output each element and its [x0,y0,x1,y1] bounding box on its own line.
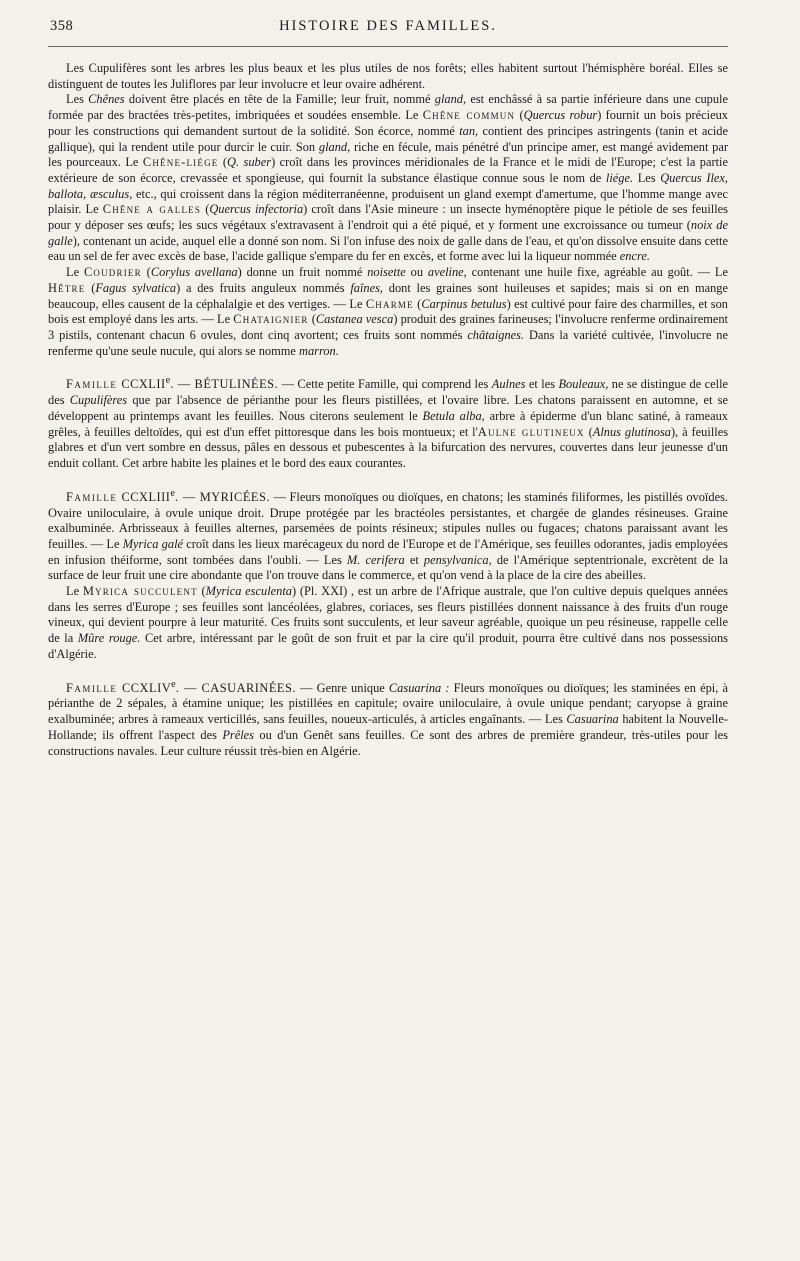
text-run: Fagus sylvatica [95,280,177,295]
text-run: — Fleurs monoïques ou dioïques, en chatons; les staminés filiformes, les pistillés ovoïdes. Ovaire uniloculaire, à ovule unique droit. Drupe protégée par les bractéoles persistantes, et chargée de glandes résineuses. Graine exalbuminée. Arbrisseaux à feuilles alternes, parsemées de points résineux; stipules nulles ou fugaces; chatons paraissant avant les feuilles. — Le [48,489,728,551]
text-run: Betula alba, [422,408,485,423]
text-run: Coudrier [83,265,142,280]
text-run: Chêne a galles [102,202,202,217]
text-run: ) a des fruits anguleux nommés [176,280,351,295]
text-run: Castanea vesca [315,312,394,327]
section-betulinees [48,373,728,471]
text-run: Alnus glutinosa [592,424,672,439]
text-run: liége. [605,170,634,185]
text-run: ) croît dans les provinces méridionales de la France et le midi de l'Europe; c'est la partie extérieure de son écorce, crevassée et spongieuse, qui fournit la substance élastique connue sous le nom de [48,155,728,185]
text-run: aveline, [427,265,467,280]
text-run: Quercus robur [523,108,598,123]
text-run: châtaignes. [467,327,525,342]
text-run: ) est cultivé pour faire des charmilles, et son bois est employé dans les arts. — Le [48,296,729,327]
text-run: Le [66,265,84,280]
text-run: Quercus infectoria [209,202,304,217]
text-run: contenant une huile fixe, agréable au goût. — Le [466,265,728,280]
text-run: ) donne un fruit nommé [237,265,368,280]
text-run: ) (Pl. XXI) , est un arbre de l'Afrique australe, que l'on cultive depuis quelques années dans les serres d'Europe ; ses feuilles sont lancéolées, glabres, coriaces, ses fleurs pistillées donnent naissance à des fruits d'un rouge vineux, qui devient pourpre à leur maturité. Ces fruits sont succulents, et leur saveur agréable, quoique un peu résineuse, rappelle celle de la [48,584,728,646]
text-run: contient des principes astringents (tanin et acide gallique), qui la rendent utile pour durcir le cuir. Son [48,123,728,154]
text-run: Chataignier [233,312,309,327]
text-run: ne se distingue de celle des [48,377,729,408]
page-number: 358 [50,18,74,34]
text-run: marron. [299,343,339,358]
text-run: etc., qui croissent dans la région méditerranéenne, produisent un gland exempt d'amertume, que l'homme mange avec plaisir. Le [48,186,728,217]
text-run: Mûre rouge. [77,631,141,646]
text-run: Corylus avellana [150,265,238,280]
text-run: Aulne glutineux [477,424,585,439]
text-run: Famille [66,377,118,392]
text-run: ( [308,312,316,327]
text-run: Fleurs monoïques ou dioïques; les staminées en épi, à périanthe de 2 sépales, à étamine unique; les pistillées en capitule; ovaire uniloculaire, à ovule unique pendant; caryopse à graine exalbuminée; arbres à rameaux verticillés, sans feuilles, noueux-articulés, à articles engaînants. — Les [48,680,728,727]
text-run: Aulnes [491,377,526,392]
text-run: dont les graines sont huileuses et sapides; mais si on en mange beaucoup, elles causent de la céphalalgie et des vertiges. — Le [48,280,728,311]
text-run: Le [66,584,83,599]
text-run: . — CASUARINÉES. [175,680,296,695]
text-run: gland, [434,92,467,107]
section-myricees [48,486,728,584]
text-run: ( [85,280,96,295]
text-run: ( [515,108,524,123]
text-run: ou [405,265,428,280]
text-run: ( [141,265,151,280]
text-run: M. cerifera [346,552,405,567]
text-run: et les [525,377,559,392]
text-run: Casuarina [566,712,619,727]
text-run: . — BÉTULINÉES. [170,377,279,392]
text-run: ) fournit un bois précieux pour les constructions qui demandent surtout de la solidité. Son écorce, nommé [48,108,729,138]
text-run: et [404,552,424,567]
text-run: doivent être placés en tête de la Famille; leur fruit, nommé [124,92,435,107]
text-run: Quercus Ilex, ballota, æsculus, [48,170,728,201]
text-run: Famille [66,489,118,504]
text-run: habitent la Nouvelle-Hollande; ils offrent l'aspect des [48,712,728,742]
text-run: Myrica esculenta [205,584,292,599]
text-run: ( [201,202,210,217]
text-run: Chêne-liége [142,155,219,170]
text-run: ), contenant un acide, auquel elle a donné son nom. Si l'on infuse des noix de galle dans de l'eau, et qu'on dissolve ensuite dans cette eau un sel de fer avec excès de base, l'acide gallique s'empare du fer en excès, et forme avec lui la liqueur nommée [48,233,728,264]
running-title: HISTOIRE DES FAMILLES. [279,18,497,34]
text-run: Myrica galé [122,536,184,551]
text-run: e [170,487,176,499]
text-run: Charme [365,296,414,311]
paragraph-chenes [48,92,728,265]
paragraph-myrica-succulent [48,584,728,663]
text-run: . — MYRICÉES. [175,489,270,504]
text-run: ( [197,584,206,599]
text-run: de l'Amérique septentrionale, excrètent de la surface de leur fruit une cire abondante que l'on trouve dans le commerce, et qu'on vend à la place de la cire des abeilles. [48,552,729,583]
paragraph-cupuliferes [48,61,728,92]
text-run: e [165,375,171,387]
text-run: ( [584,424,593,439]
text-run: faînes, [350,280,384,295]
text-run: — Cette petite Famille, qui comprend les [278,377,492,392]
text-run: Les Cupulifères sont les arbres les plus beaux et les plus utiles de nos forêts; elles habitent surtout l'hémisphère boréal. Elles se distinguent de toutes les Juliflores par leur involucre et leur ovaire adhérent. [48,61,728,91]
text-run: CCXLII [117,377,166,392]
book-page [0,12,800,1261]
text-run: ) produit des graines farineuses; l'involucre renferme ordinairement 3 pistils, contenant chacun 6 ovules, dont cinq avortent; ces fruits sont nommés [48,312,728,342]
text-run: Carpinus betulus [421,296,507,311]
text-run: Prêles [222,727,254,742]
text-run: Chênes [88,92,125,107]
text-run: ou d'un Genêt sans feuilles. Ce sont des arbres de première grandeur, très-utiles pour les constructions navales. Leur culture réussit très-bien en Algérie. [48,727,728,758]
text-run: gland, [318,139,351,154]
text-run: CCXLIV [117,680,172,695]
text-run: noix de galle [48,218,728,248]
text-run: Cet arbre, intéressant par le goût de son fruit et par la cire qu'il produit, pourra être cultivé dans nos possessions d'Algérie. [48,631,728,661]
text-run: Les [633,170,661,185]
text-run: pensylvanica, [423,552,492,567]
text-run: ( [413,296,422,311]
text-run: Chêne commun [422,108,516,123]
text-run: Famille [66,680,118,695]
paragraph-coudrier [48,265,728,359]
text-run: ( [218,155,228,170]
text-run: e [171,678,176,690]
text-run: Bouleaux, [558,377,609,392]
page-header [48,12,728,47]
text-run: Les [66,92,89,107]
text-run: Casuarina : [388,680,450,695]
text-run: noisette [367,265,406,280]
text-run: tan, [459,123,479,138]
text-run: — Genre unique [295,680,389,695]
text-run: Hêtre [48,280,86,295]
text-run: ) croît dans l'Asie mineure : un insecte hyménoptère pique le pétiole de ses feuilles pour y déposer ses œufs; les sucs végétaux s'extravasent à l'endroit qui a été piqué, et y forment une excroissance ou tumeur ( [48,202,728,233]
section-casuarinees [48,677,728,760]
text-run: CCXLIII [117,489,171,504]
text-run: que par l'absence de périanthe pour les fleurs pistillées, et l'ovaire libre. Les chatons paraissent en automne, et se développent au printemps avant les feuilles. Nous citerons seulement le [48,393,728,423]
page-body [48,61,728,759]
text-run: riche en fécule, mais pénétré d'un principe amer, est mangé avidement par les pourceaux. Le [48,139,728,170]
text-run: Q. suber [227,155,272,170]
text-run: Cupulifères [69,393,128,408]
text-run: arbre à épiderme d'un blanc satiné, à rameaux grêles, à feuilles deltoïdes, qui est d'un effet pittoresque dans les bois montueux; et l' [48,408,728,439]
text-run: Dans la variété cultivée, l'involucre ne renferme qu'une seule nucule, qui alors se nomme [48,327,728,358]
text-run: ), à feuilles glabres et d'un vert sombre en dessus, pâles en dessous et pubescentes à la bifurcation des nervures, couvertes dans leur jeunesse d'un enduit collant. Cet arbre habite les plaines et le bord des eaux courantes. [48,424,729,470]
text-run: encre. [619,249,650,264]
text-run: Myrica succulent [82,584,198,599]
text-run: est enchâssé à sa partie inférieure dans une cupule formée par des bractées très-petites, imbriquées et soudées ensemble. Le [48,92,728,123]
text-run: croît dans les lieux marécageux du nord de l'Europe et de l'Amérique, ses feuilles odorantes, jadis employées en infusion théiforme, sont tombées dans l'oubli. — Les [48,536,728,567]
